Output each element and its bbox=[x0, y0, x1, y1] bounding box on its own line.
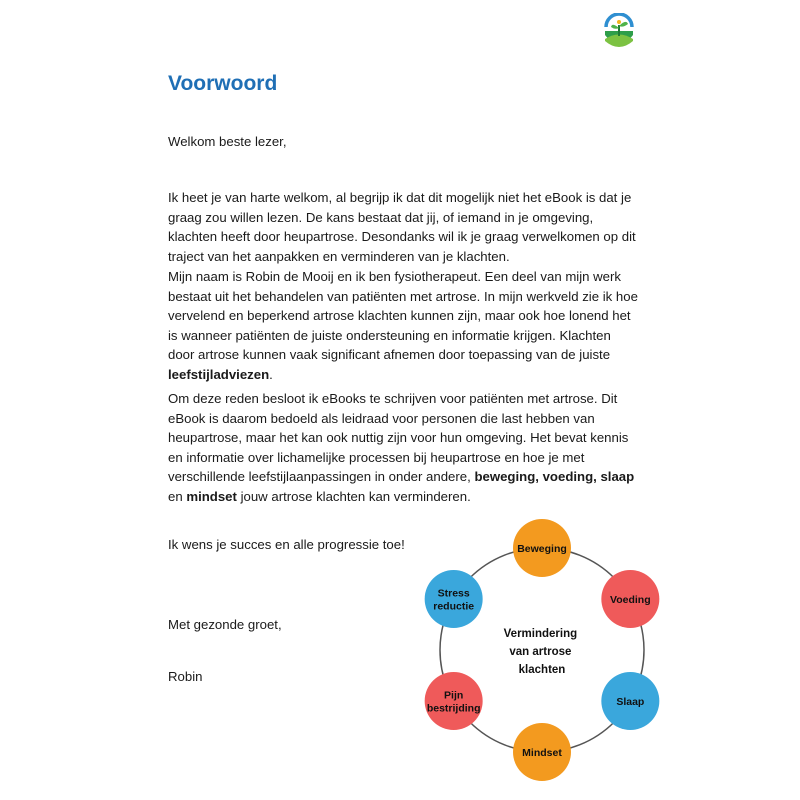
cycle-node-label-line: bestrijding bbox=[426, 702, 481, 715]
cycle-node bbox=[513, 519, 571, 577]
cycle-node-label-line: Mindset bbox=[522, 747, 562, 759]
cycle-node-label-line: Pijn bbox=[444, 689, 464, 702]
cycle-node-label bbox=[517, 543, 567, 555]
emphasis-pillars: beweging, voeding, slaap bbox=[474, 469, 635, 484]
cycle-node-label-line: Stress bbox=[437, 587, 470, 600]
purpose-paragraph-end: jouw artrose klachten kan verminderen. bbox=[236, 488, 471, 504]
cycle-node bbox=[513, 723, 571, 781]
emphasis-lifestyle: leefstijladviezen bbox=[168, 366, 270, 382]
cycle-node-label bbox=[610, 594, 651, 606]
cycle-node-label bbox=[522, 747, 562, 759]
center-label-line: Vermindering bbox=[503, 628, 578, 640]
cycle-node-label bbox=[616, 696, 644, 708]
page-title: Voorwoord bbox=[168, 72, 278, 95]
lifestyle-cycle-diagram bbox=[410, 512, 674, 788]
center-label-line: klachten bbox=[518, 664, 566, 676]
purpose-paragraph bbox=[168, 389, 640, 506]
author-paragraph bbox=[168, 267, 640, 384]
purpose-paragraph-text: Om deze reden besloot ik eBooks te schrijven voor patiënten met artrose. Dit eBook is daarom bedoeld als leidraad voor personen die last hebben van heupartrose, maar het kan ook nuttig zijn voor hun omgeving. Het bevat kennis en informatie over lichamelijke processen bij heupartrose en hoe je met verschillende leefstijlaanpassingen in onder andere, bbox=[168, 391, 629, 484]
cycle-node-label-line: Voeding bbox=[610, 594, 651, 606]
cycle-node-label-line: Beweging bbox=[517, 543, 567, 555]
cycle-node bbox=[425, 570, 483, 628]
intro-paragraph: Ik heet je van harte welkom, al begrijp ik dat dit mogelijk niet het eBook is dat je graag zou willen lezen. De kans bestaat dat jij, of iemand in je omgeving, klachten heeft door heupartrose. Desondanks wil ik je graag verwelkomen op dit traject van het aanpakken en verminderen van je klachten. bbox=[168, 190, 636, 264]
cycle-node bbox=[601, 570, 659, 628]
cycle-node bbox=[425, 672, 483, 730]
purpose-paragraph-mid: en bbox=[168, 488, 187, 504]
brand-logo bbox=[602, 13, 636, 51]
center-label-line: van artrose bbox=[509, 646, 572, 658]
center-label bbox=[504, 628, 581, 676]
cycle-node-label-line: reductie bbox=[433, 600, 475, 613]
signature-text: Robin bbox=[168, 669, 203, 684]
wish-text: Ik wens je succes en alle progressie toe! bbox=[168, 537, 405, 552]
cycle-diagram-svg bbox=[410, 512, 674, 788]
greeting-text: Welkom beste lezer, bbox=[168, 134, 287, 149]
closing-text: Met gezonde groet, bbox=[168, 617, 282, 632]
emphasis-mindset: mindset bbox=[186, 488, 237, 504]
cycle-node-label bbox=[433, 588, 474, 613]
cycle-node-label-line: Slaap bbox=[616, 696, 645, 708]
cycle-node bbox=[601, 672, 659, 730]
plant-sprout-icon bbox=[602, 13, 636, 51]
author-paragraph-end: . bbox=[269, 366, 273, 382]
author-paragraph-text: Mijn naam is Robin de Mooij en ik ben fysiotherapeut. Een deel van mijn werk bestaat uit het behandelen van patiënten met artrose. In mijn werkveld zie ik hoe vervelend en beperkend artrose klachten kunnen zijn, maar ook hoe lonend het is wanneer patiënten de juiste ondersteuning en informatie krijgen. Klachten door artrose kunnen vaak significant afnemen door toepassing van de juiste bbox=[168, 269, 638, 362]
